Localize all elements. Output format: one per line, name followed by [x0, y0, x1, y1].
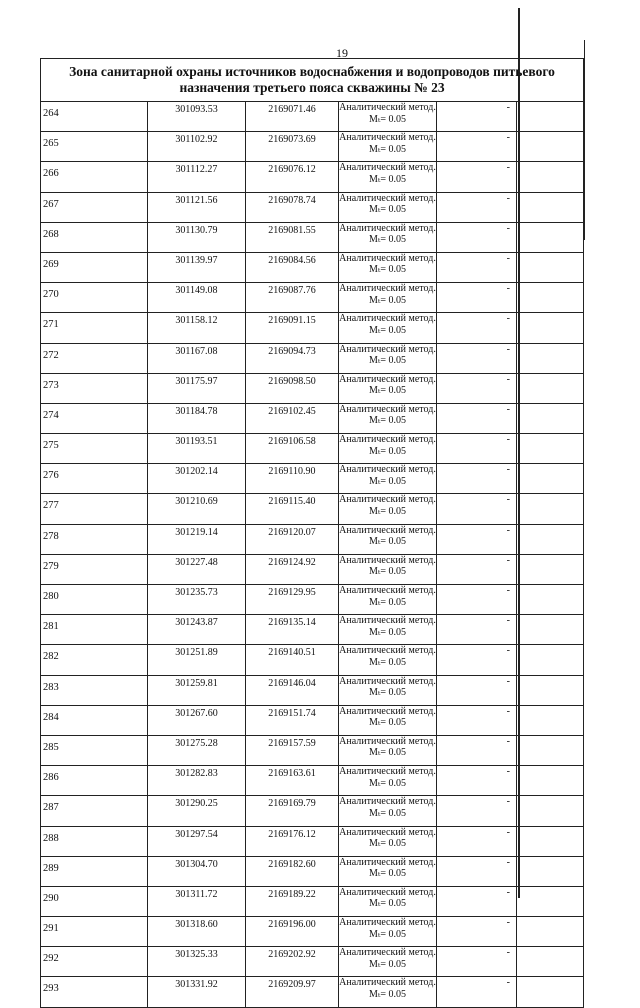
dash-cell: -	[437, 283, 517, 313]
method-cell	[339, 524, 437, 554]
point-number: 272	[41, 343, 148, 373]
coord-x: 301304.70	[148, 856, 246, 886]
method-cell	[339, 464, 437, 494]
method-accuracy: Mₜ= 0.05	[369, 988, 406, 1000]
dash-cell: -	[437, 524, 517, 554]
method-accuracy: Mₜ= 0.05	[369, 536, 406, 548]
empty-cell	[517, 102, 584, 132]
coord-x: 301235.73	[148, 585, 246, 615]
coord-y: 2169120.07	[246, 524, 339, 554]
coord-y: 2169189.22	[246, 886, 339, 916]
method-cell	[339, 856, 437, 886]
table-row	[41, 222, 584, 252]
method-accuracy: Mₜ= 0.05	[369, 505, 406, 517]
method-label: Аналитический метод.	[339, 252, 436, 264]
coord-x: 301130.79	[148, 222, 246, 252]
coord-x: 301282.83	[148, 766, 246, 796]
dash-cell: -	[437, 796, 517, 826]
coord-x: 301251.89	[148, 645, 246, 675]
method-accuracy: Mₜ= 0.05	[369, 928, 406, 940]
method-cell	[339, 313, 437, 343]
method-cell	[339, 826, 437, 856]
point-number: 265	[41, 132, 148, 162]
empty-cell	[517, 373, 584, 403]
dash-cell: -	[437, 102, 517, 132]
method-cell	[339, 675, 437, 705]
table-row	[41, 735, 584, 765]
table-row	[41, 796, 584, 826]
table-row	[41, 826, 584, 856]
table-row	[41, 162, 584, 192]
method-cell	[339, 252, 437, 282]
point-number: 284	[41, 705, 148, 735]
method-cell	[339, 977, 437, 1007]
method-label: Аналитический метод.	[339, 494, 436, 506]
method-cell	[339, 645, 437, 675]
method-accuracy: Mₜ= 0.05	[369, 355, 406, 366]
point-number: 264	[41, 102, 148, 132]
method-accuracy: Mₜ= 0.05	[369, 234, 406, 246]
method-cell	[339, 917, 437, 947]
method-cell	[339, 102, 437, 132]
method-cell	[339, 222, 437, 252]
table-row	[41, 494, 584, 524]
empty-cell	[517, 524, 584, 554]
table-row	[41, 705, 584, 735]
empty-cell	[517, 464, 584, 494]
table-row	[41, 464, 584, 494]
empty-cell	[517, 766, 584, 796]
point-number: 281	[41, 615, 148, 645]
coord-x: 301219.14	[148, 524, 246, 554]
point-number: 280	[41, 585, 148, 615]
coord-x: 301325.33	[148, 947, 246, 977]
method-label: Аналитический метод.	[339, 313, 436, 325]
point-number: 290	[41, 886, 148, 916]
coord-y: 2169182.60	[246, 856, 339, 886]
point-number: 292	[41, 947, 148, 977]
coord-x: 301112.27	[148, 162, 246, 192]
method-label: Аналитический метод.	[339, 585, 436, 596]
method-label: Аналитический метод.	[339, 705, 436, 717]
method-cell	[339, 735, 437, 765]
method-cell	[339, 283, 437, 313]
empty-cell	[517, 554, 584, 584]
dash-cell: -	[437, 434, 517, 464]
method-accuracy: Mₜ= 0.05	[369, 777, 406, 789]
dash-cell: -	[437, 403, 517, 433]
point-number: 267	[41, 192, 148, 222]
dash-cell: -	[437, 705, 517, 735]
method-label: Аналитический метод.	[339, 434, 436, 446]
method-cell	[339, 192, 437, 222]
method-label: Аналитический метод.	[339, 403, 436, 415]
point-number: 282	[41, 645, 148, 675]
empty-cell	[517, 886, 584, 916]
method-cell	[339, 705, 437, 735]
method-label: Аналитический метод.	[339, 886, 436, 898]
binding-line-right	[584, 40, 585, 240]
table-row	[41, 856, 584, 886]
method-label: Аналитический метод.	[339, 132, 436, 144]
coord-x: 301158.12	[148, 313, 246, 343]
page-number: 19	[336, 46, 348, 60]
method-accuracy: Mₜ= 0.05	[369, 807, 406, 819]
coord-x: 301267.60	[148, 705, 246, 735]
point-number: 277	[41, 494, 148, 524]
table-row	[41, 766, 584, 796]
coord-y: 2169146.04	[246, 675, 339, 705]
method-label: Аналитический метод.	[339, 283, 436, 295]
point-number: 276	[41, 464, 148, 494]
empty-cell	[517, 252, 584, 282]
table-row	[41, 645, 584, 675]
empty-cell	[517, 132, 584, 162]
method-label: Аналитический метод.	[339, 162, 436, 174]
empty-cell	[517, 705, 584, 735]
point-number: 293	[41, 977, 148, 1007]
method-label: Аналитический метод.	[339, 373, 436, 385]
coord-x: 301210.69	[148, 494, 246, 524]
method-accuracy: Mₜ= 0.05	[369, 838, 406, 849]
method-accuracy: Mₜ= 0.05	[369, 475, 406, 487]
coord-y: 2169094.73	[246, 343, 339, 373]
dash-cell: -	[437, 313, 517, 343]
method-label: Аналитический метод.	[339, 524, 436, 536]
point-number: 287	[41, 796, 148, 826]
empty-cell	[517, 645, 584, 675]
method-accuracy: Mₜ= 0.05	[369, 747, 406, 759]
dash-cell: -	[437, 192, 517, 222]
method-cell	[339, 343, 437, 373]
empty-cell	[517, 947, 584, 977]
empty-cell	[517, 917, 584, 947]
empty-cell	[517, 615, 584, 645]
empty-cell	[517, 494, 584, 524]
empty-cell	[517, 313, 584, 343]
table-row	[41, 434, 584, 464]
empty-cell	[517, 675, 584, 705]
table-row	[41, 403, 584, 433]
coord-x: 301167.08	[148, 343, 246, 373]
coord-y: 2169140.51	[246, 645, 339, 675]
table-row	[41, 917, 584, 947]
point-number: 268	[41, 222, 148, 252]
method-label: Аналитический метод.	[339, 222, 436, 234]
coord-y: 2169196.00	[246, 917, 339, 947]
dash-cell: -	[437, 554, 517, 584]
method-label: Аналитический метод.	[339, 917, 436, 929]
coord-x: 301121.56	[148, 192, 246, 222]
empty-cell	[517, 162, 584, 192]
point-number: 270	[41, 283, 148, 313]
dash-cell: -	[437, 615, 517, 645]
method-accuracy: Mₜ= 0.05	[369, 143, 406, 155]
empty-cell	[517, 796, 584, 826]
point-number: 275	[41, 434, 148, 464]
table-row	[41, 886, 584, 916]
dash-cell: -	[437, 977, 517, 1007]
coord-y: 2169151.74	[246, 705, 339, 735]
coord-y: 2169071.46	[246, 102, 339, 132]
table-row	[41, 977, 584, 1007]
dash-cell: -	[437, 464, 517, 494]
coord-y: 2169106.58	[246, 434, 339, 464]
method-label: Аналитический метод.	[339, 735, 436, 747]
method-label: Аналитический метод.	[339, 615, 436, 627]
dash-cell: -	[437, 585, 517, 615]
coord-x: 301331.92	[148, 977, 246, 1007]
point-number: 273	[41, 373, 148, 403]
dash-cell: -	[437, 222, 517, 252]
method-accuracy: Mₜ= 0.05	[369, 324, 406, 336]
method-label: Аналитический метод.	[339, 796, 436, 808]
method-label: Аналитический метод.	[339, 343, 436, 355]
dash-cell: -	[437, 917, 517, 947]
table-row	[41, 615, 584, 645]
method-accuracy: Mₜ= 0.05	[369, 958, 406, 970]
empty-cell	[517, 434, 584, 464]
empty-cell	[517, 585, 584, 615]
coord-x: 301193.51	[148, 434, 246, 464]
empty-cell	[517, 222, 584, 252]
coord-x: 301227.48	[148, 554, 246, 584]
coord-y: 2169078.74	[246, 192, 339, 222]
point-number: 289	[41, 856, 148, 886]
method-cell	[339, 162, 437, 192]
method-label: Аналитический метод.	[339, 645, 436, 657]
method-accuracy: Mₜ= 0.05	[369, 656, 406, 668]
coordinates-table	[40, 58, 584, 1008]
point-number: 291	[41, 917, 148, 947]
method-label: Аналитический метод.	[339, 554, 436, 566]
coord-x: 301259.81	[148, 675, 246, 705]
method-accuracy: Mₜ= 0.05	[369, 687, 406, 699]
coord-y: 2169091.15	[246, 313, 339, 343]
coord-y: 2169176.12	[246, 826, 339, 856]
coord-x: 301175.97	[148, 373, 246, 403]
dash-cell: -	[437, 373, 517, 403]
point-number: 286	[41, 766, 148, 796]
method-accuracy: Mₜ= 0.05	[369, 264, 406, 276]
method-label: Аналитический метод.	[339, 675, 436, 687]
method-accuracy: Mₜ= 0.05	[369, 204, 406, 216]
method-accuracy: Mₜ= 0.05	[369, 173, 406, 185]
coord-y: 2169124.92	[246, 554, 339, 584]
table-row	[41, 192, 584, 222]
coord-y: 2169209.97	[246, 977, 339, 1007]
method-accuracy: Mₜ= 0.05	[369, 113, 406, 125]
method-cell	[339, 766, 437, 796]
coord-y: 2169135.14	[246, 615, 339, 645]
dash-cell: -	[437, 947, 517, 977]
method-cell	[339, 554, 437, 584]
point-number: 285	[41, 735, 148, 765]
empty-cell	[517, 977, 584, 1007]
method-cell	[339, 886, 437, 916]
point-number: 274	[41, 403, 148, 433]
method-cell	[339, 494, 437, 524]
method-accuracy: Mₜ= 0.05	[369, 385, 406, 397]
method-label: Аналитический метод.	[339, 856, 436, 868]
coord-x: 301297.54	[148, 826, 246, 856]
dash-cell: -	[437, 886, 517, 916]
table-row	[41, 313, 584, 343]
method-cell	[339, 585, 437, 615]
dash-cell: -	[437, 766, 517, 796]
point-number: 288	[41, 826, 148, 856]
method-label: Аналитический метод.	[339, 947, 436, 959]
method-label: Аналитический метод.	[339, 826, 436, 838]
method-cell	[339, 373, 437, 403]
dash-cell: -	[437, 826, 517, 856]
coord-y: 2169098.50	[246, 373, 339, 403]
coord-x: 301290.25	[148, 796, 246, 826]
coord-y: 2169084.56	[246, 252, 339, 282]
table-row	[41, 132, 584, 162]
method-accuracy: Mₜ= 0.05	[369, 868, 406, 880]
method-accuracy: Mₜ= 0.05	[369, 415, 406, 427]
method-accuracy: Mₜ= 0.05	[369, 717, 406, 729]
point-number: 279	[41, 554, 148, 584]
dash-cell: -	[437, 252, 517, 282]
coord-y: 2169081.55	[246, 222, 339, 252]
point-number: 278	[41, 524, 148, 554]
method-label: Аналитический метод.	[339, 464, 436, 476]
coord-x: 301202.14	[148, 464, 246, 494]
method-accuracy: Mₜ= 0.05	[369, 566, 406, 578]
point-number: 266	[41, 162, 148, 192]
coord-y: 2169129.95	[246, 585, 339, 615]
dash-cell: -	[437, 675, 517, 705]
method-accuracy: Mₜ= 0.05	[369, 898, 406, 910]
coord-x: 301102.92	[148, 132, 246, 162]
method-cell	[339, 132, 437, 162]
table-title: Зона санитарной охраны источников водоснабжения и водопроводов питьевого назначения третьего пояса скважины № 23	[41, 59, 584, 102]
empty-cell	[517, 856, 584, 886]
coord-y: 2169115.40	[246, 494, 339, 524]
empty-cell	[517, 735, 584, 765]
coord-x: 301311.72	[148, 886, 246, 916]
method-cell	[339, 403, 437, 433]
point-number: 271	[41, 313, 148, 343]
dash-cell: -	[437, 343, 517, 373]
coord-x: 301139.97	[148, 252, 246, 282]
table-row	[41, 343, 584, 373]
dash-cell: -	[437, 132, 517, 162]
coord-y: 2169110.90	[246, 464, 339, 494]
method-accuracy: Mₜ= 0.05	[369, 596, 406, 608]
coord-x: 301243.87	[148, 615, 246, 645]
method-cell	[339, 615, 437, 645]
table-row	[41, 675, 584, 705]
coord-x: 301149.08	[148, 283, 246, 313]
coord-y: 2169102.45	[246, 403, 339, 433]
table-row	[41, 524, 584, 554]
coord-x: 301275.28	[148, 735, 246, 765]
empty-cell	[517, 283, 584, 313]
empty-cell	[517, 192, 584, 222]
dash-cell: -	[437, 856, 517, 886]
table-row	[41, 947, 584, 977]
coord-y: 2169073.69	[246, 132, 339, 162]
coord-y: 2169076.12	[246, 162, 339, 192]
coord-y: 2169087.76	[246, 283, 339, 313]
method-label: Аналитический метод.	[339, 102, 436, 113]
table-row	[41, 554, 584, 584]
coord-y: 2169202.92	[246, 947, 339, 977]
dash-cell: -	[437, 645, 517, 675]
table-row	[41, 252, 584, 282]
coord-x: 301093.53	[148, 102, 246, 132]
empty-cell	[517, 343, 584, 373]
empty-cell	[517, 826, 584, 856]
method-cell	[339, 947, 437, 977]
method-accuracy: Mₜ= 0.05	[369, 445, 406, 457]
method-cell	[339, 434, 437, 464]
dash-cell: -	[437, 162, 517, 192]
point-number: 283	[41, 675, 148, 705]
method-label: Аналитический метод.	[339, 766, 436, 778]
table-row	[41, 585, 584, 615]
coord-y: 2169157.59	[246, 735, 339, 765]
coord-x: 301318.60	[148, 917, 246, 947]
coord-x: 301184.78	[148, 403, 246, 433]
coord-y: 2169169.79	[246, 796, 339, 826]
table-row	[41, 373, 584, 403]
method-label: Аналитический метод.	[339, 977, 436, 989]
coord-y: 2169163.61	[246, 766, 339, 796]
method-cell	[339, 796, 437, 826]
method-label: Аналитический метод.	[339, 192, 436, 204]
table-row	[41, 283, 584, 313]
dash-cell: -	[437, 735, 517, 765]
method-accuracy: Mₜ= 0.05	[369, 626, 406, 638]
dash-cell: -	[437, 494, 517, 524]
table-row	[41, 102, 584, 132]
method-accuracy: Mₜ= 0.05	[369, 294, 406, 306]
point-number: 269	[41, 252, 148, 282]
empty-cell	[517, 403, 584, 433]
